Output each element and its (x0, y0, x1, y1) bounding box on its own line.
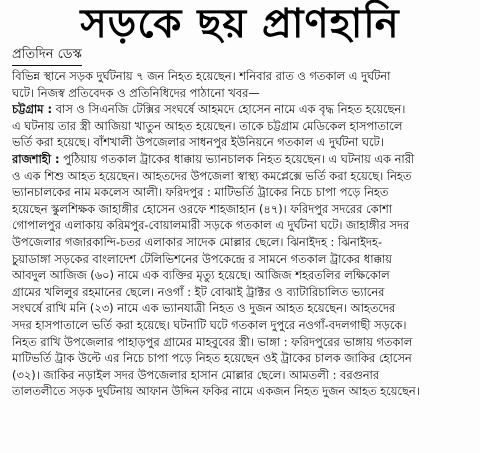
line-text: মাটিভর্তি ট্রাক উল্টে এর নিচে চাপা পড়ে নিহত হয়েছেন ওই ট্রাকের চালক জাকির হোসেন (12, 351, 412, 366)
line-text: ও এক শিশু আহত হয়েছেন। আহতদের উপজেলা স্বাস্থ্য কমপ্লেক্সে ভর্তি করা হয়েছে। নিহত (12, 168, 412, 183)
location-lead: রাজশাহী : (12, 151, 60, 166)
line-text: ভর্তি করা হয়েছে। বাঁশখালী উপজেলার সাধনপুর ইউনিয়নে গতকাল এ দুর্ঘটনা ঘটে। (12, 135, 384, 150)
line-text: চুয়াডাঙ্গা সড়কের বাংলাদেশ টেলিভিশনের উপকেন্দ্রে র সামনে গতকাল ট্রাকের ধাক্কায় (12, 251, 392, 266)
article-line (12, 251, 472, 268)
article-line (12, 101, 472, 118)
line-text: সদর হাসপাতালে ভর্তি করা হয়েছে। ঘটনাটি ঘটে গতকাল দুপুরে নওগাঁ-বদলগাছী সড়কে। (12, 317, 407, 332)
article-line (12, 85, 472, 102)
line-text: বাস ও সিএনজি টেক্সির সংঘর্ষে আহমদে হোসেন নামে এক বৃদ্ধ নিহত হয়েছেন। (52, 102, 406, 117)
article-line (12, 334, 472, 351)
line-text: এ ঘটনায় তার স্ত্রী আজিয়া খাতুন আহত হয়েছেন। তাকে চট্টগ্রাম মেডিকেল হাসপাতালে (12, 118, 403, 133)
line-text: সংঘর্ষে রাখি মনি (২৩) নামে এক ভ্যানযাত্রী নিহত ও দুজন আহত হয়েছেন। আহতদের (12, 301, 396, 316)
line-text: গ্রামের খলিলুর রহমানের ছেলে। নওগাঁ : ইট বোঝাই ট্রাক্টর ও ব্যাটারিচালিত ভ্যানের (12, 284, 385, 299)
line-text: (৩২)। জাকির নড়াইল সদর উপজেলার হাসান মোল্লার ছেলে। আমতলী : বরগুনার (12, 367, 380, 382)
line-text: গোপালপুর এলাকায় করিমপুর-বোয়ালমারী সড়কে গতকাল এ দুর্ঘটনা ঘটে। জাহাঙ্গীর সদর (12, 218, 410, 233)
byline: প্রতিদিন ডেস্ক (12, 46, 82, 66)
article-line (12, 168, 472, 185)
article-body (12, 68, 472, 400)
article-line (12, 317, 472, 334)
article-line (12, 234, 472, 251)
line-text: আবদুল আজিজ (৬০) নামে এক ব্যক্তির মৃত্যু হয়েছে। আজিজ শহরতলির লক্ষিকোল (12, 268, 390, 283)
article-line (12, 118, 472, 135)
line-text: ভ্যানচালকের নাম মকলেস আলী। ফরিদপুর : মাটিভর্তি ট্রাকের নিচে চাপা পড়ে নিহত (12, 185, 389, 200)
article-line (12, 184, 472, 201)
article-line (12, 284, 472, 301)
article-line (12, 151, 472, 168)
line-text: তালতলীতে সড়ক দুর্ঘটনায় আফান উদ্দিন ফকির নামে একজন নিহত দুজন আহত হয়েছেন। (12, 384, 420, 399)
article-line (12, 367, 472, 384)
location-lead: চট্টগ্রাম : (12, 102, 53, 117)
line-text: নিহত রাখি উপজেলার পাহাড়পুর গ্রামের মাহবুবের স্ত্রী। ভাঙ্গা : ফরিদপুরের ভাঙ্গায় গতকাল (12, 334, 413, 349)
headline: সড়কে ছয় প্রাণহানি (80, 1, 400, 47)
article-line (12, 267, 472, 284)
line-text: পুঠিয়ায় গতকাল ট্রাকের ধাক্কায় ভ্যানচালক নিহত হয়েছেন। এ ঘটনায় এক নারী (59, 151, 415, 166)
line-text: ঘটে। নিজস্ব প্রতিবেদক ও প্রতিনিধিদের পাঠানো খবর— (12, 85, 260, 100)
article-line (12, 201, 472, 218)
article-line (12, 383, 472, 400)
article-line (12, 68, 472, 85)
line-text: হয়েছেন স্কুলশিক্ষক জাহাঙ্গীর হোসেন ওরফে শাহজাহান (৪৭)। ফরিদপুর সদরের কোশা (12, 201, 392, 216)
line-text: বিভিন্ন স্থানে সড়ক দুর্ঘটনায় ৭ জন নিহত হয়েছেন। শনিবার রাত ও গতকাল এ দুর্ঘটনা (12, 69, 391, 83)
article-line (12, 350, 472, 367)
article-line (12, 300, 472, 317)
article-line (12, 217, 472, 234)
article-line (12, 134, 472, 151)
line-text: উপজেলার গজারকান্দি-চতর এলাকার সাদেক মোল্লার ছেলে। ঝিনাইদহ : ঝিনাইদহ- (12, 234, 382, 249)
